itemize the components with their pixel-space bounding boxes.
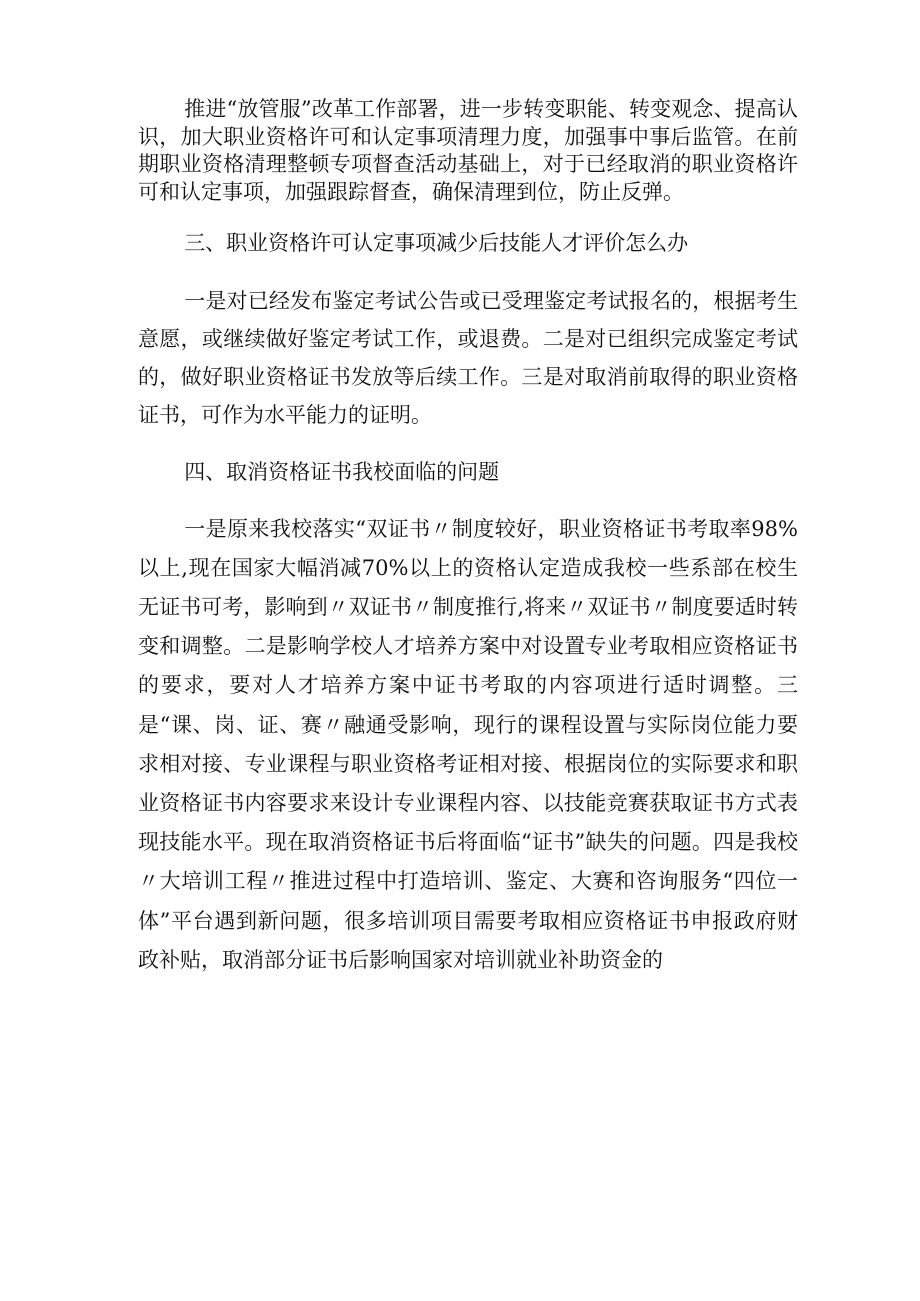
- paragraph-gap: [138, 206, 798, 230]
- section-heading-4: 四、取消资格证书我校面临的问题: [184, 459, 500, 484]
- document-body: [138, 96, 798, 980]
- paragraph-problems: 一是原来我校落实“双证书〃制度较好，职业资格证书考取率98%以上,现在国家大幅消减70%以上的资格认定造成我校一些系部在校生无证书可考，影响到〃双证书〃制度推行,将来〃双证书〃制度要适时转变和调整。二是影响学校人才培养方案中对设置专业考取相应资格证书的要求，要对人才培养方案中证书考取的内容项进行适时调整。三是“课、岗、证、赛〃融通受影响，现行的课程设置与实际岗位能力要求相对接、专业课程与职业资格考证相对接、根据岗位的实际要求和职业资格证书内容要求来设计专业课程内容、以技能竞赛获取证书方式表现技能水平。现在取消资格证书后将面临“证书”缺失的问题。四是我校〃大培训工程〃推进过程中打造培训、鉴定、大赛和咨询服务“四位一体”平台遇到新问题，很多培训项目需要考取相应资格证书申报政府财政补贴，取消部分证书后影响国家对培训就业补助资金的: [138, 516, 798, 972]
- paragraph-evaluation: 一是对已经发布鉴定考试公告或已受理鉴定考试报名的，根据考生意愿，或继续做好鉴定考试工作，或退费。二是对已组织完成鉴定考试的，做好职业资格证书发放等后续工作。三是对取消前取得的职业资格证书，可作为水平能力的证明。: [138, 288, 798, 427]
- paragraph-reform: 推进“放管服”改革工作部署，进一步转变职能、转变观念、提高认识，加大职业资格许可和认定事项清理力度，加强事中事后监管。在前期职业资格清理整顿专项督查活动基础上，对于已经取消的职业资格许可和认定事项，加强跟踪督查，确保清理到位，防止反弹。: [138, 97, 798, 204]
- section-heading-3: 三、职业资格许可认定事项减少后技能人才评价怎么办: [184, 231, 689, 255]
